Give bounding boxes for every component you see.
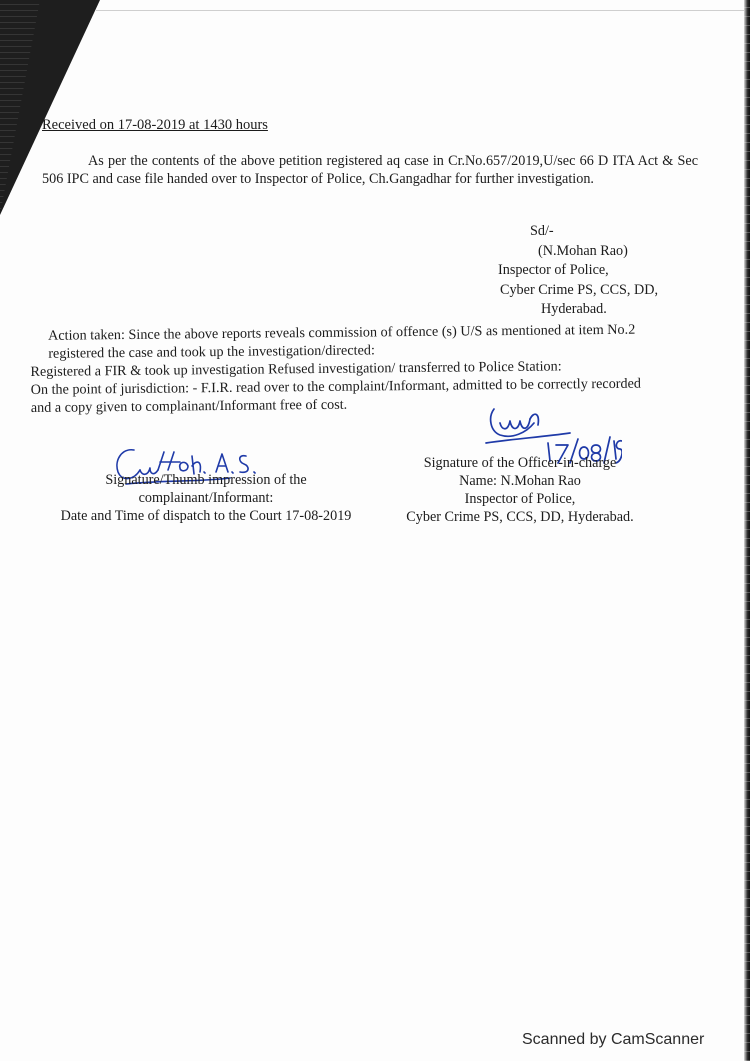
signed-sd: Sd/- — [530, 223, 554, 239]
action-line-5: and a copy given to complainant/Informant free of cost. — [30, 396, 348, 416]
scanner-watermark: Scanned by CamScanner — [522, 1031, 705, 1048]
complainant-line-1: Signature/Thumb impression of the — [105, 472, 307, 488]
officer-line-4: Cyber Crime PS, CCS, DD, Hyderabad. — [406, 509, 634, 525]
signed-designation: Inspector of Police, — [498, 262, 609, 278]
page-top-edge — [96, 10, 744, 11]
signed-name: (N.Mohan Rao) — [538, 242, 628, 259]
action-line-2: registered the case and took up the investigation/directed: — [48, 342, 375, 362]
officer-line-2: Name: N.Mohan Rao — [459, 473, 581, 489]
signed-unit: Cyber Crime PS, CCS, DD, — [500, 281, 659, 298]
scan-shadow-right-texture — [744, 0, 750, 1061]
officer-line-3: Inspector of Police, — [464, 491, 576, 507]
officer-signature-block — [395, 454, 645, 526]
signed-city: Hyderabad. — [541, 301, 607, 317]
complainant-signature-block — [56, 471, 356, 525]
action-line-1: Action taken: Since the above reports reveals commission of offence (s) U/S as mentioned at item No.2 — [48, 321, 636, 344]
officer-line-1: Signature of the Officer-in-charge — [423, 455, 617, 471]
complainant-line-2: complainant/Informant: — [138, 490, 274, 506]
case-paragraph: As per the contents of the above petition registered aq case in Cr.No.657/2019,U/sec 66 D ITA Act & Sec 506 IPC and case file handed over to Inspector of Police, Ch.Gangadhar for further investigation. — [42, 153, 698, 187]
signed-block — [498, 222, 698, 320]
action-line-3: Registered a FIR & took up investigation Refused investigation/ transferred to Police Station: — [30, 358, 562, 380]
action-taken-section — [30, 320, 711, 417]
received-line: Received on 17-08-2019 at 1430 hours — [42, 117, 268, 133]
action-line-4: On the point of jurisdiction: - F.I.R. read over to the complaint/Informant, admitted to be correctly recorded — [30, 375, 642, 398]
dispatch-date-line: Date and Time of dispatch to the Court 17-08-2019 — [60, 508, 352, 524]
